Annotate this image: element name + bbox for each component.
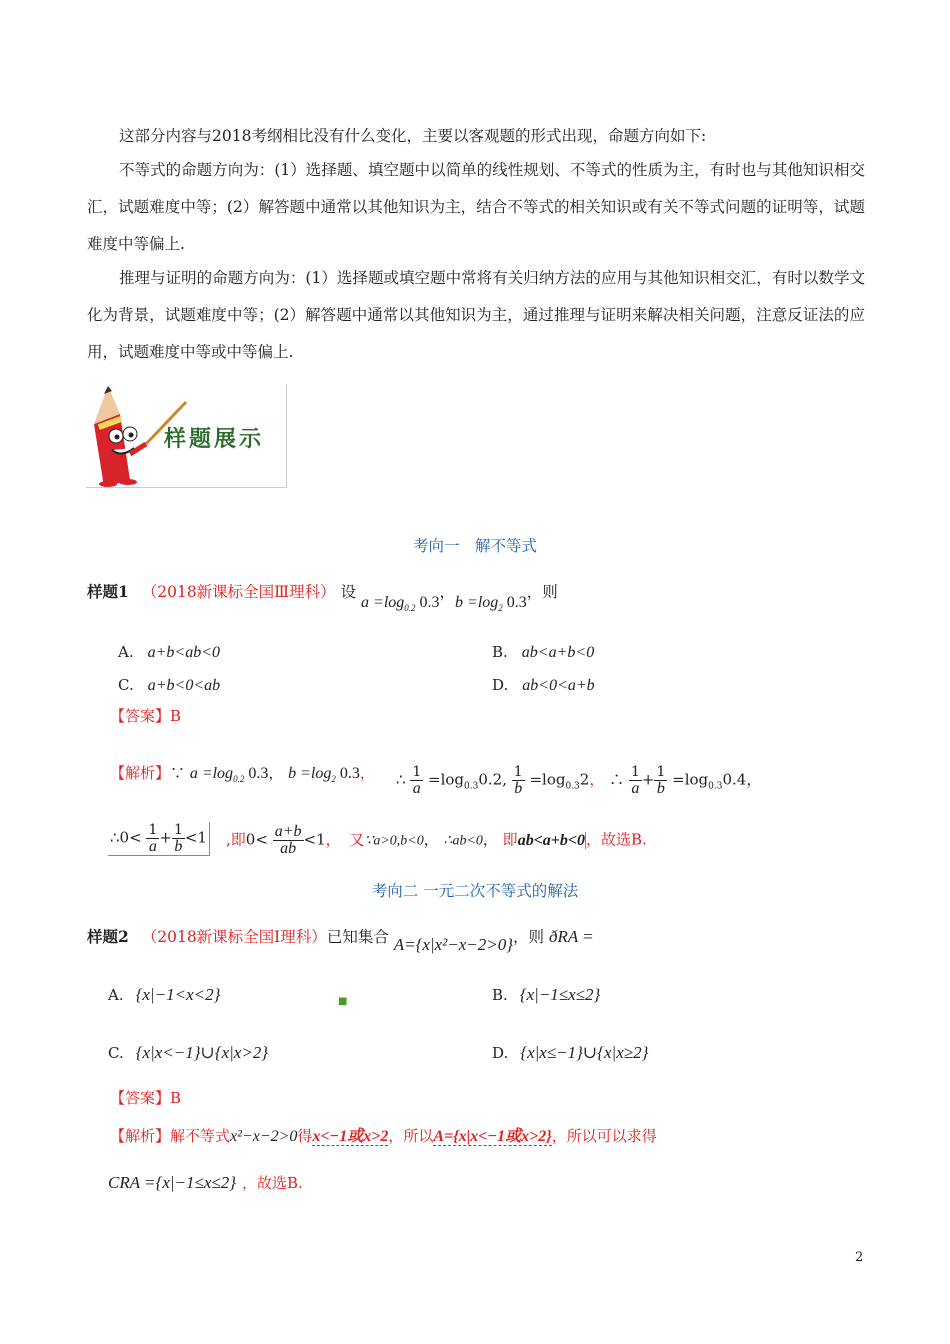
analysis-b: $b =\log_2$ 0.3: [288, 765, 360, 785]
option-c[interactable]: C. a+b<0<ab: [118, 676, 221, 694]
option-a[interactable]: A. a+b<ab<0: [118, 643, 220, 661]
question-end: ，则: [526, 583, 558, 601]
analysis-2-line-1: 【解析】解不等式x²−x−2>0得x<−1或x>2，所以A={x|x<−1或x>2}，所以可以求得: [110, 1127, 657, 1145]
sample-banner: [86, 384, 287, 488]
page-number: 2: [855, 1250, 864, 1265]
section-title-2: 考向二 一元二次不等式的解法: [371, 882, 579, 900]
analysis-1-bound: ∴0< $\frac{1}{a}$ + $\frac{1}{b}$ <1: [108, 822, 210, 856]
stray-dot: ■: [338, 996, 348, 1007]
answer-1: 【答案】B: [110, 707, 182, 725]
answer-2: 【答案】B: [110, 1089, 182, 1107]
option-b[interactable]: B. {x|−1≤x≤2}: [492, 985, 601, 1004]
set-a-expression: A={x|x²−x−2>0}: [393, 935, 514, 954]
analysis-2-line-2: CRA ={x|−1≤x≤2} ，故选B.: [108, 1173, 303, 1192]
option-d[interactable]: D. ab<0<a+b: [492, 676, 595, 694]
option-b[interactable]: B. ab<a+b<0: [492, 643, 595, 661]
analysis-1-line-1: 【解析】∵ $a =\log_{0.2}$ 0.3， $b =\log_2$ 0.3，: [110, 764, 375, 785]
question-lead: 设: [340, 583, 357, 601]
question-1-stem: 样题1 （2018新课标全国Ⅲ理科） 设 $a =\log_{0.2}$ 0.3，$b =\log_2$ 0.3，则: [87, 582, 558, 614]
question-2-stem: 样题2 （2018新课标全国Ⅰ理科）已知集合 A={x|x²−x−2>0}，则 ðRA =: [87, 927, 594, 954]
analysis-a: $a =\log_{0.2}$ 0.3: [189, 765, 269, 785]
analysis-1-conclusion: ,即0< $\frac{a+b}{ab}$ <1， 又∵a>0,b<0， ∴ab<0， 即ab<a+b<0，故选B.: [226, 823, 647, 857]
intro-paragraph-2: 不等式的命题方向为：(1）选择题、填空题中以简单的线性规划、不等式的性质为主，有时也与其他知识相交汇，试题难度中等；(2）解答题中通常以其他知识为主，结合不等式的相关知识或有关不等式问题的证明等，试题难度中等偏上.: [87, 161, 865, 253]
complement-expression: ðRA =: [549, 927, 594, 946]
stem-b-expression: $b =\log_2$ 0.3: [455, 594, 527, 614]
option-d[interactable]: D. {x|x≤−1}∪{x|x≥2}: [492, 1043, 649, 1062]
intro-paragraph-1: 这部分内容与2018考纲相比没有什么变化，主要以客观题的形式出现，命题方向如下:: [119, 127, 707, 145]
intro-paragraph-3: 推理与证明的命题方向为：(1）选择题或填空题中常将有关归纳方法的应用与其他知识相交汇，有时以数学文化为背景，试题难度中等；(2）解答题中通常以其他知识为主，通过推理与证明来解决相关问题，注意反证法的应用，试题难度中等或中等偏上.: [87, 269, 865, 361]
question-label: 样题1: [87, 582, 129, 601]
analysis-1-equations: ∴ $\frac{1}{a}$ $=\log_{0.3}0.2$, $\frac{1}{b}$ $=\log_{0.3}2$， ∴ $\frac{1}{a}$ + $\frac{1}{b}$ $=\log_{0.3}0.4$，: [396, 764, 762, 797]
option-c[interactable]: C. {x|x<−1}∪{x|x>2}: [108, 1043, 269, 1062]
section-title-1: 考向一 解不等式: [412, 537, 537, 555]
banner-label: 样题展示: [164, 427, 265, 452]
question-source: （2018新课标全国Ⅲ理科）: [141, 583, 336, 601]
option-a[interactable]: A. {x|−1<x<2}: [108, 985, 221, 1004]
stem-a-expression: $a =\log_{0.2}$ 0.3: [361, 594, 440, 614]
